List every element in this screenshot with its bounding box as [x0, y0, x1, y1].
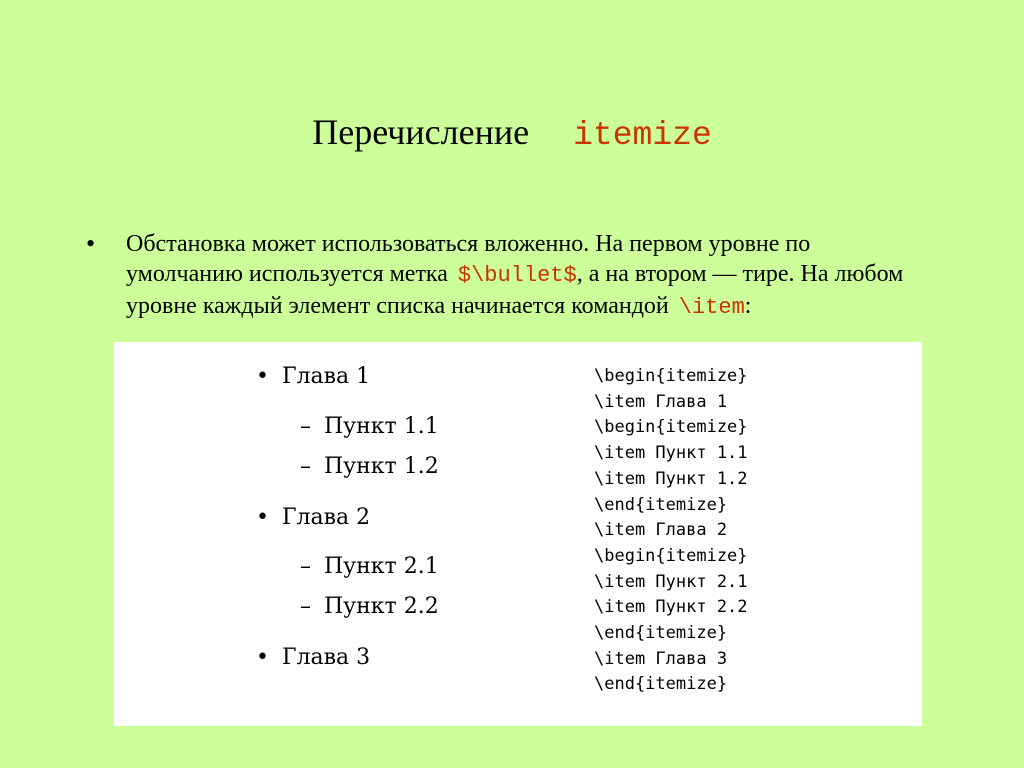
bullet-marker: • — [256, 364, 269, 389]
list-item-text: Пункт 1.2 — [324, 454, 439, 479]
list-item-text: Глава 1 — [282, 364, 371, 389]
list-item-chapter — [256, 505, 370, 531]
description-paragraph — [126, 229, 926, 323]
dash-marker: – — [300, 594, 311, 619]
list-item-point — [300, 554, 439, 580]
code-line: \item Пункт 1.1 — [594, 443, 748, 464]
list-item-chapter — [256, 645, 370, 671]
dash-marker: – — [300, 414, 311, 439]
list-item-text: Глава 3 — [282, 645, 371, 670]
dash-marker: – — [300, 554, 311, 579]
code-line: \begin{itemize} — [594, 417, 748, 438]
code-line: \end{itemize} — [594, 674, 728, 695]
code-line: \begin{itemize} — [594, 545, 748, 566]
paragraph-text-1: Обстановка может использоваться вложенно. На первом уровне по умолчанию используется метка — [126, 231, 811, 287]
bullet-marker: • — [256, 645, 269, 670]
code-line: \item Глава 2 — [594, 520, 728, 541]
paragraph-code-bullet: $\bullet$ — [457, 263, 577, 288]
code-line: \item Глава 1 — [594, 391, 728, 412]
paragraph-text-3: : — [744, 293, 752, 319]
list-item-chapter — [256, 364, 370, 390]
code-line: \item Пункт 2.1 — [594, 571, 748, 592]
code-line: \end{itemize} — [594, 623, 728, 644]
slide-title-code: itemize — [573, 117, 712, 154]
list-item-text: Пункт 2.1 — [324, 554, 439, 579]
list-item-point — [300, 594, 439, 620]
example-panel — [114, 342, 922, 726]
list-item-text: Глава 2 — [282, 505, 371, 530]
latex-code-listing — [594, 364, 748, 698]
code-line: \item Пункт 2.2 — [594, 597, 748, 618]
list-item-text: Пункт 2.2 — [324, 594, 439, 619]
list-item-point — [300, 454, 439, 480]
list-item-text: Пункт 1.1 — [324, 414, 439, 439]
list-item-point — [300, 414, 439, 440]
paragraph-text-2: , а на втором — тире. На любом уровне каждый элемент списка начинается командой — [126, 261, 904, 319]
code-line: \item Пункт 1.2 — [594, 468, 748, 489]
paragraph-code-item: \item — [678, 295, 745, 320]
code-line: \item Глава 3 — [594, 648, 728, 669]
code-line: \end{itemize} — [594, 494, 728, 515]
slide-title — [0, 108, 1024, 160]
code-line: \begin{itemize} — [594, 366, 748, 386]
bullet-marker: • — [256, 505, 269, 530]
dash-marker: – — [300, 454, 311, 479]
paragraph-bullet: • — [86, 229, 96, 258]
slide-title-text: Перечисление — [312, 112, 530, 152]
